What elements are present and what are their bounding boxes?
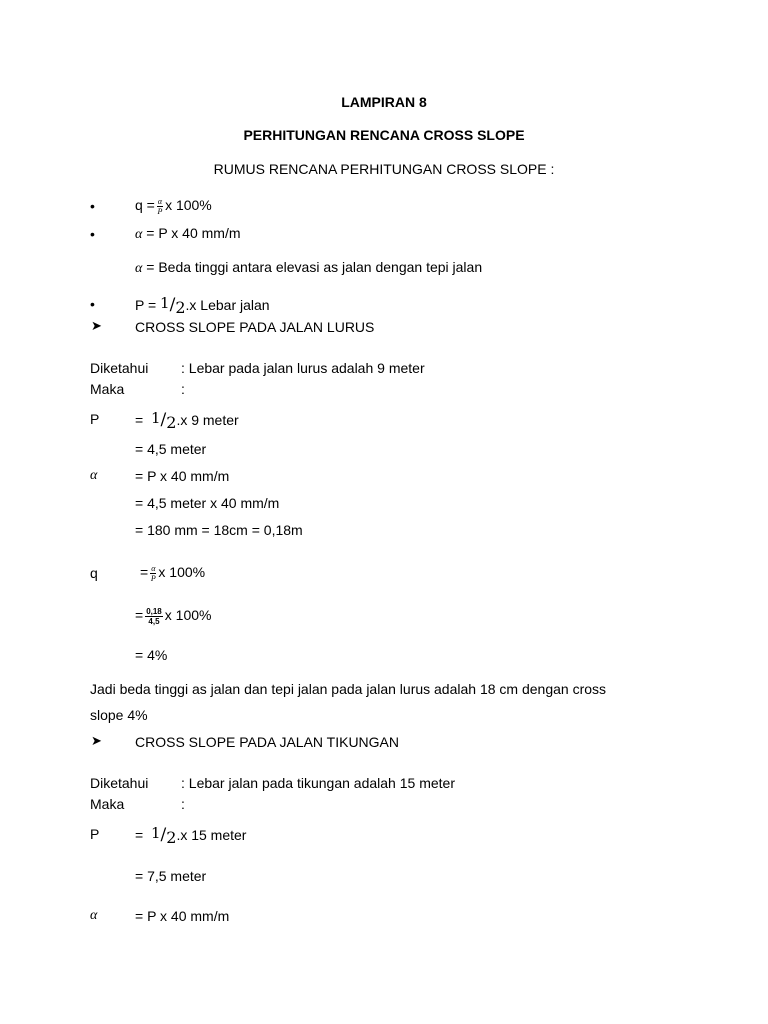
p-label: P bbox=[90, 826, 100, 842]
alpha-symbol: α bbox=[135, 227, 143, 242]
p-result: = 7,5 meter bbox=[135, 868, 207, 884]
then-colon: : bbox=[181, 796, 185, 812]
q-label: q bbox=[90, 565, 98, 581]
fraction-denominator: P bbox=[157, 206, 163, 216]
conclusion-line-1: Jadi beda tinggi as jalan dan tepi jalan pada jalan lurus adalah 18 cm dengan cross bbox=[90, 681, 607, 697]
formula-q-prefix: q = bbox=[135, 197, 155, 213]
section-heading-straight-road: CROSS SLOPE PADA JALAN LURUS bbox=[135, 319, 375, 335]
fraction-alpha-over-p bbox=[157, 197, 163, 216]
alpha-step-1: = P x 40 mm/m bbox=[135, 908, 230, 924]
arrow-bullet-icon: ➤ bbox=[91, 319, 102, 334]
alpha-step-2: = 4,5 meter x 40 mm/m bbox=[135, 495, 280, 511]
formula-p-prefix: P = bbox=[135, 297, 157, 313]
alpha-definition bbox=[135, 259, 482, 277]
bullet-icon: • bbox=[90, 296, 95, 312]
p-label: P bbox=[90, 411, 100, 427]
conclusion-line-2: slope 4% bbox=[90, 707, 148, 723]
given-label: Diketahui bbox=[90, 775, 149, 791]
half-fraction: $^1/_2$ bbox=[160, 294, 186, 317]
half-fraction: $^1/_2$ bbox=[150, 409, 177, 432]
formula-p-suffix: .x Lebar jalan bbox=[185, 297, 270, 313]
formula-q-suffix: x 100% bbox=[165, 197, 212, 213]
alpha-step-1: = P x 40 mm/m bbox=[135, 468, 230, 484]
alpha-step-3: = 180 mm = 18cm = 0,18m bbox=[135, 522, 303, 538]
then-label: Maka bbox=[90, 796, 125, 812]
q-result: = 4% bbox=[135, 647, 168, 663]
p-result: = 4,5 meter bbox=[135, 441, 207, 457]
q-formula: = $\frac{\alpha}{P}$ x 100% bbox=[140, 563, 206, 583]
bullet-icon: • bbox=[90, 226, 95, 242]
alpha-symbol: α bbox=[135, 261, 143, 276]
given-label: Diketahui bbox=[90, 360, 149, 376]
fraction-numerator: α bbox=[157, 196, 163, 206]
p-calculation: = $^1/_2.x$ 15 meter bbox=[135, 824, 247, 847]
p-calculation: = $^1/_2.x$ 9 meter bbox=[135, 409, 239, 432]
document-title: PERHITUNGAN RENCANA CROSS SLOPE bbox=[243, 127, 525, 143]
q-substitution: = $\frac{0,18}{4,5}$ x 100% bbox=[135, 606, 212, 626]
section-heading-curved-road: CROSS SLOPE PADA JALAN TIKUNGAN bbox=[135, 734, 400, 750]
alpha-definition-text: = Beda tinggi antara elevasi as jalan dengan tepi jalan bbox=[146, 259, 483, 275]
then-label: Maka bbox=[90, 381, 125, 397]
formula-p bbox=[135, 292, 270, 319]
given-value: : Lebar pada jalan lurus adalah 9 meter bbox=[181, 360, 425, 376]
formula-q bbox=[135, 192, 212, 218]
half-fraction: $^1/_2$ bbox=[150, 824, 177, 847]
formula-heading: RUMUS RENCANA PERHITUNGAN CROSS SLOPE : bbox=[213, 161, 555, 177]
appendix-label: LAMPIRAN 8 bbox=[341, 94, 427, 110]
given-value: : Lebar jalan pada tikungan adalah 15 meter bbox=[181, 775, 455, 791]
then-colon: : bbox=[181, 381, 185, 397]
fraction-value: $\frac{0,18}{4,5}$ bbox=[146, 606, 162, 626]
formula-alpha-eq: = P x 40 mm/m bbox=[146, 225, 241, 241]
bullet-icon: • bbox=[90, 198, 95, 214]
fraction-alpha-over-p: $\frac{\alpha}{P}$ bbox=[150, 563, 156, 583]
alpha-label: α bbox=[90, 468, 98, 483]
alpha-label: α bbox=[90, 908, 98, 923]
arrow-bullet-icon: ➤ bbox=[91, 734, 102, 749]
formula-alpha bbox=[135, 225, 241, 243]
